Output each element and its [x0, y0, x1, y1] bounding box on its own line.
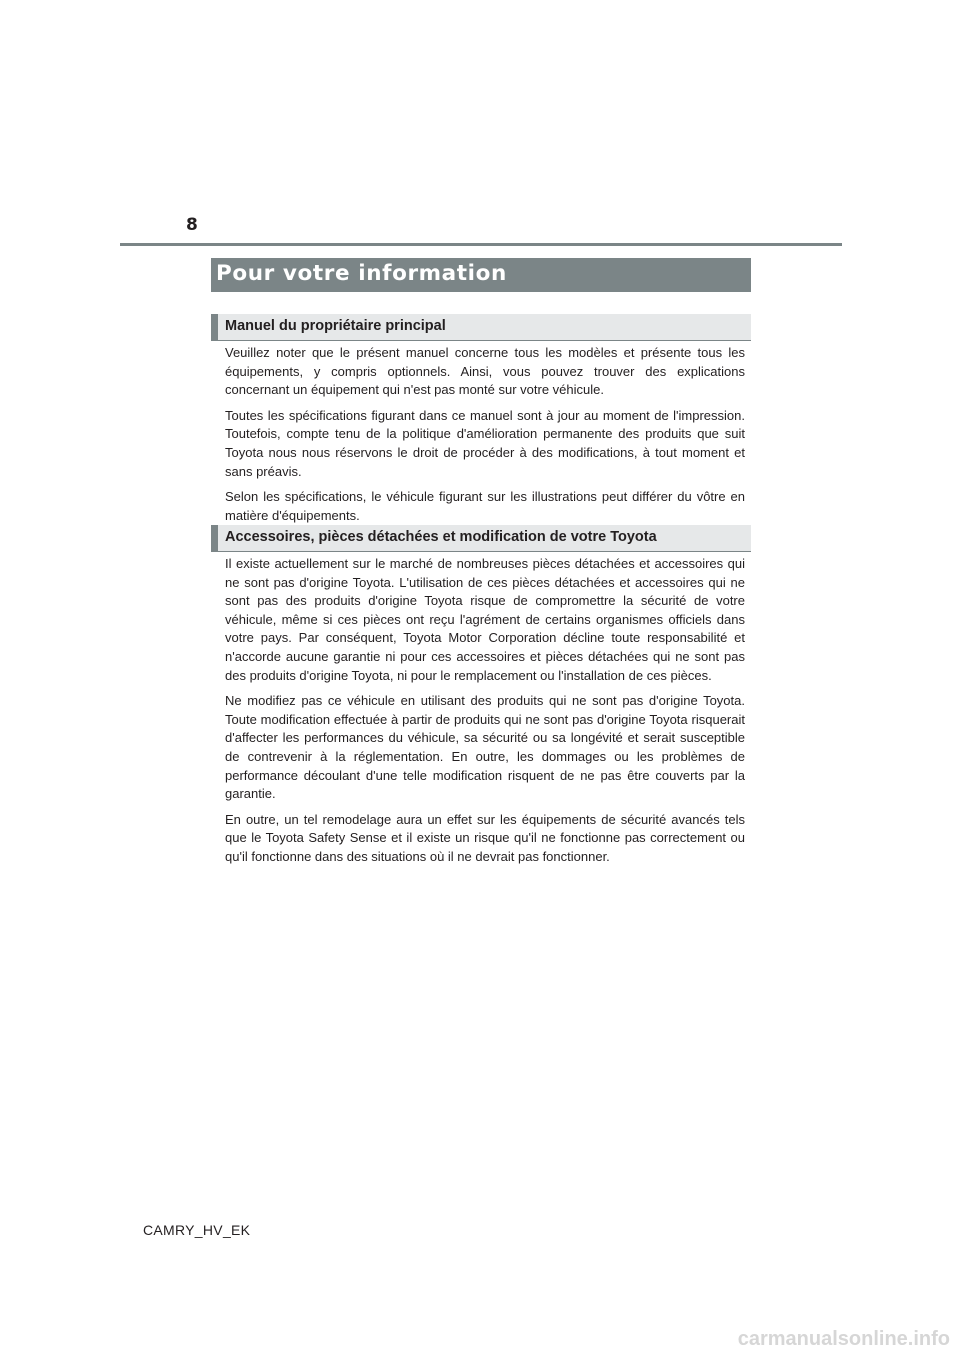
section-header-owners-manual: [211, 314, 751, 341]
section-accent: [211, 314, 218, 340]
section-heading: Manuel du propriétaire principal: [225, 318, 446, 334]
header-rule: [120, 243, 842, 246]
paragraph: Selon les spécifications, le véhicule figurant sur les illustrations peut différer du vôtre en matière d'équipements.: [225, 489, 745, 523]
page-number: 8: [186, 215, 198, 235]
section-heading: Accessoires, pièces détachées et modification de votre Toyota: [225, 529, 657, 545]
paragraph: Veuillez noter que le présent manuel concerne tous les modèles et présente tous les équipements, y compris optionnels. Ainsi, vous pouvez trouver des explications concernant un équipement qui n'est pas monté sur votre véhicule.: [225, 345, 745, 398]
paragraph: Toutes les spécifications figurant dans ce manuel sont à jour au moment de l'impression. Toutefois, compte tenu de la politique d'amélioration permanente des produits que suit Toyota nous nous réservons le droit de procéder à des modifications, à tout moment et sans préavis.: [225, 407, 745, 479]
section-body-owners-manual: [225, 344, 745, 532]
paragraph: Il existe actuellement sur le marché de nombreuses pièces détachées et accessoires qui ne sont pas d'origine Toyota. L'utilisation de ces pièces détachées et accessoires qui ne sont pas des produits d'origine Toyota risque de compromettre la sécurité de votre véhicule, même si ces pièces ont reçu l'agrément de certains organismes officiels dans votre pays. Par conséquent, Toyota Motor Corporation décline toute responsabilité et n'accorde aucune garantie ni pour ces accessoires et pièces détachées qui ne sont pas des produits d'origine Toyota, ni pour le remplacement ou l'installation de ces pièces.: [225, 556, 745, 683]
footer-model-code: CAMRY_HV_EK: [143, 1222, 251, 1238]
paragraph: En outre, un tel remodelage aura un effet sur les équipements de sécurité avancés tels que le Toyota Safety Sense et il existe un risque qu'il ne fonctionne pas correctement ou qu'il fonctionne dans des situations où il ne devrait pas fonctionner.: [225, 811, 745, 864]
section-body-accessories: [225, 555, 745, 874]
title-bar: [211, 258, 751, 292]
section-accent: [211, 525, 218, 551]
paragraph: Ne modifiez pas ce véhicule en utilisant des produits qui ne sont pas d'origine Toyota. Toute modification effectuée à partir de produits qui ne sont pas d'origine Toyota risquerait d'affecter les performances du véhicule, sa sécurité ou sa longévité et serait susceptible de contrevenir à la réglementation. En outre, les dommages ou les problèmes de performance découlant d'une telle modification risquent de ne pas être couverts par la garantie.: [225, 693, 745, 802]
page-title: Pour votre information: [216, 261, 507, 286]
watermark: carmanualsonline.info: [737, 1328, 950, 1350]
section-header-accessories: [211, 525, 751, 552]
